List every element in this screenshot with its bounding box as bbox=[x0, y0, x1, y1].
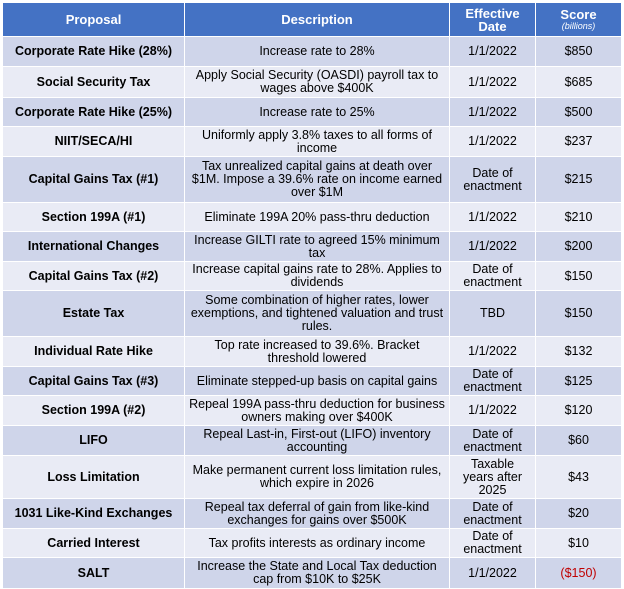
description-cell: Tax profits interests as ordinary income bbox=[185, 529, 450, 558]
description-cell: Repeal tax deferral of gain from like-kind exchanges for gains over $500K bbox=[185, 499, 450, 529]
description-cell: Make permanent current loss limitation rules, which expire in 2026 bbox=[185, 456, 450, 499]
proposal-cell: 1031 Like-Kind Exchanges bbox=[3, 499, 185, 529]
description-cell: Uniformly apply 3.8% taxes to all forms of income bbox=[185, 127, 450, 157]
proposal-cell: Section 199A (#1) bbox=[3, 203, 185, 232]
table-row bbox=[3, 203, 622, 232]
effective-date-cell: 1/1/2022 bbox=[450, 396, 536, 426]
description-cell: Eliminate stepped-up basis on capital gains bbox=[185, 367, 450, 396]
score-cell: $237 bbox=[536, 127, 622, 157]
effective-date-cell: 1/1/2022 bbox=[450, 67, 536, 98]
score-cell: $685 bbox=[536, 67, 622, 98]
effective-date-cell: TBD bbox=[450, 291, 536, 337]
description-cell: Increase the State and Local Tax deduction cap from $10K to $25K bbox=[185, 558, 450, 589]
table-row bbox=[3, 499, 622, 529]
table-row bbox=[3, 529, 622, 558]
description-cell: Repeal 199A pass-thru deduction for business owners making over $400K bbox=[185, 396, 450, 426]
effective-date-cell: 1/1/2022 bbox=[450, 203, 536, 232]
proposal-cell: Social Security Tax bbox=[3, 67, 185, 98]
table-row bbox=[3, 37, 622, 67]
table-row bbox=[3, 262, 622, 291]
description-cell: Apply Social Security (OASDI) payroll tax to wages above $400K bbox=[185, 67, 450, 98]
header-description: Description bbox=[185, 3, 450, 37]
effective-date-cell: 1/1/2022 bbox=[450, 98, 536, 127]
score-cell: $200 bbox=[536, 232, 622, 262]
table-row bbox=[3, 367, 622, 396]
effective-date-cell: Date of enactment bbox=[450, 499, 536, 529]
score-cell: $132 bbox=[536, 337, 622, 367]
effective-date-cell: Date of enactment bbox=[450, 262, 536, 291]
proposal-cell: Capital Gains Tax (#1) bbox=[3, 157, 185, 203]
score-cell: $120 bbox=[536, 396, 622, 426]
description-cell: Repeal Last-in, First-out (LIFO) inventory accounting bbox=[185, 426, 450, 456]
table-row bbox=[3, 98, 622, 127]
proposal-cell: NIIT/SECA/HI bbox=[3, 127, 185, 157]
score-cell: $150 bbox=[536, 262, 622, 291]
table-row bbox=[3, 456, 622, 499]
score-cell: $500 bbox=[536, 98, 622, 127]
score-cell: $210 bbox=[536, 203, 622, 232]
description-cell: Increase rate to 28% bbox=[185, 37, 450, 67]
table-row bbox=[3, 396, 622, 426]
header-score-unit: (billions) bbox=[561, 21, 596, 31]
effective-date-cell: Date of enactment bbox=[450, 426, 536, 456]
header-proposal: Proposal bbox=[3, 3, 185, 37]
table-header-row bbox=[3, 3, 622, 37]
proposal-cell: Individual Rate Hike bbox=[3, 337, 185, 367]
score-cell: $850 bbox=[536, 37, 622, 67]
proposal-cell: LIFO bbox=[3, 426, 185, 456]
effective-date-cell: Date of enactment bbox=[450, 157, 536, 203]
table-row bbox=[3, 291, 622, 337]
proposals-table-container bbox=[2, 2, 621, 589]
effective-date-cell: 1/1/2022 bbox=[450, 127, 536, 157]
effective-date-cell: Date of enactment bbox=[450, 529, 536, 558]
description-cell: Increase rate to 25% bbox=[185, 98, 450, 127]
header-score-label: Score bbox=[560, 7, 597, 22]
tax-proposals-table bbox=[2, 2, 622, 589]
table-row bbox=[3, 67, 622, 98]
proposal-cell: Carried Interest bbox=[3, 529, 185, 558]
effective-date-cell: Date of enactment bbox=[450, 367, 536, 396]
table-row bbox=[3, 426, 622, 456]
score-cell: $60 bbox=[536, 426, 622, 456]
table-row bbox=[3, 232, 622, 262]
score-cell: $10 bbox=[536, 529, 622, 558]
proposal-cell: Capital Gains Tax (#2) bbox=[3, 262, 185, 291]
effective-date-cell: Taxable years after 2025 bbox=[450, 456, 536, 499]
effective-date-cell: 1/1/2022 bbox=[450, 558, 536, 589]
proposal-cell: Section 199A (#2) bbox=[3, 396, 185, 426]
proposal-cell: International Changes bbox=[3, 232, 185, 262]
proposal-cell: Corporate Rate Hike (25%) bbox=[3, 98, 185, 127]
description-cell: Eliminate 199A 20% pass-thru deduction bbox=[185, 203, 450, 232]
description-cell: Increase capital gains rate to 28%. Applies to dividends bbox=[185, 262, 450, 291]
score-cell: $43 bbox=[536, 456, 622, 499]
description-cell: Increase GILTI rate to agreed 15% minimum tax bbox=[185, 232, 450, 262]
header-score bbox=[536, 3, 622, 37]
score-cell: $150 bbox=[536, 291, 622, 337]
effective-date-cell: 1/1/2022 bbox=[450, 232, 536, 262]
table-row bbox=[3, 127, 622, 157]
proposal-cell: Estate Tax bbox=[3, 291, 185, 337]
proposal-cell: SALT bbox=[3, 558, 185, 589]
score-cell: $215 bbox=[536, 157, 622, 203]
score-cell: $20 bbox=[536, 499, 622, 529]
proposal-cell: Loss Limitation bbox=[3, 456, 185, 499]
description-cell: Some combination of higher rates, lower exemptions, and tightened valuation and trust rules. bbox=[185, 291, 450, 337]
table-body bbox=[3, 37, 622, 589]
header-effective-date: Effective Date bbox=[450, 3, 536, 37]
proposal-cell: Corporate Rate Hike (28%) bbox=[3, 37, 185, 67]
proposal-cell: Capital Gains Tax (#3) bbox=[3, 367, 185, 396]
score-cell: ($150) bbox=[536, 558, 622, 589]
table-row bbox=[3, 157, 622, 203]
score-cell: $125 bbox=[536, 367, 622, 396]
table-row bbox=[3, 337, 622, 367]
effective-date-cell: 1/1/2022 bbox=[450, 37, 536, 67]
description-cell: Tax unrealized capital gains at death over $1M. Impose a 39.6% rate on income earned over $1M bbox=[185, 157, 450, 203]
effective-date-cell: 1/1/2022 bbox=[450, 337, 536, 367]
description-cell: Top rate increased to 39.6%. Bracket threshold lowered bbox=[185, 337, 450, 367]
